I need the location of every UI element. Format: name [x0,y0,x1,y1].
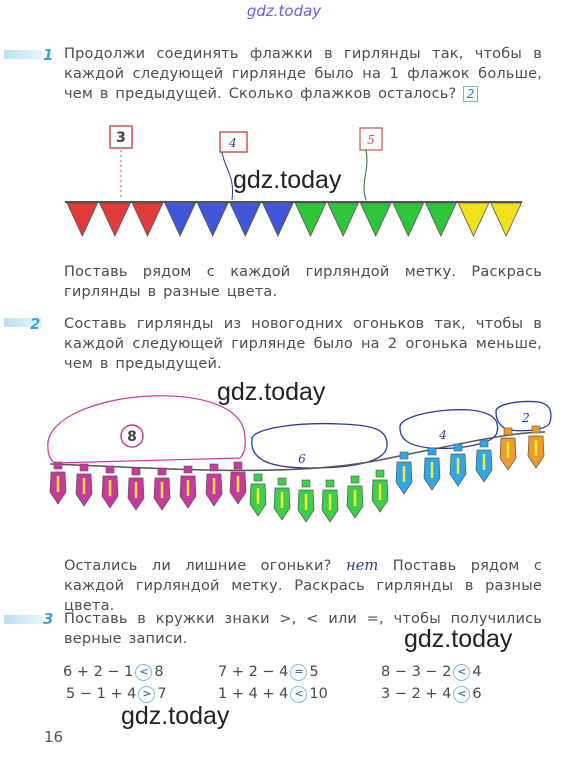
expression-left: 8 − 3 − 2 [381,664,452,680]
task1-text: Продолжи соединять флажки в гирлянды так, чтобы в каждой следующей гирлянде было на 1 флажок больше, чем в предыдущей. Сколько флажков осталось? 2 [64,46,542,102]
garland-label: 4 [229,136,237,150]
comparison-item [63,664,164,681]
flag [393,203,424,236]
watermark: gdz.today [233,166,342,194]
flag [230,203,261,236]
task-number: 2 [30,315,41,333]
flag [100,203,131,236]
light-bulb [372,470,388,512]
task2-answer: нет [345,558,379,574]
expression-left: 6 + 2 − 1 [63,664,134,680]
task-marker-bar [4,615,42,624]
flag [328,203,359,236]
task2-question-text: Остались ли лишние огоньки? нет Поставь рядом с каждой гирляндой метку. Раскрась гирлянды в разные цвета. [64,558,543,614]
expression-right: 6 [472,686,482,702]
expression-right: 4 [472,664,482,680]
light-bulb [274,478,290,520]
light-bulb [180,466,196,508]
flag [67,203,98,236]
comparison-item [66,686,167,703]
light-bulb [424,448,440,490]
garland-label: 4 [439,428,447,442]
top-watermark: gdz.today [246,2,322,20]
flag [295,203,326,236]
light-bulb [128,468,144,510]
comparison-item [381,686,482,703]
garland-label: 2 [522,411,530,425]
light-bulb [322,480,338,522]
comparison-item [218,664,319,681]
label-line [222,152,233,200]
light-bulb [154,468,170,510]
comparison-sign-circle: < [453,664,470,681]
flag [360,203,391,236]
light-bulb [250,474,266,516]
expression-right: 8 [154,664,164,680]
flag [458,203,489,236]
task2-text: Составь гирлянды из новогодних огоньков так, чтобы в каждой следующей гирлянде было на 2 огонька меньше, чем в предыдущей. [64,316,542,372]
task-number: 3 [43,610,54,628]
light-bulb [230,462,246,504]
light-bulb [396,452,412,494]
expression-left: 5 − 1 + 4 [66,686,137,702]
task1-after-text: Поставь рядом с каждой гирляндой метку. Раскрась гирлянды в разные цвета. [64,264,542,300]
lights-garland [40,388,560,528]
task3-text: Поставь в кружки знаки >, < или =, чтобы получились верные записи. [64,611,542,647]
garland-outline [48,396,245,463]
light-bulb [50,462,66,504]
expression-left: 1 + 4 + 4 [218,686,289,702]
comparison-sign-circle: < [290,686,307,703]
expression-left: 7 + 2 − 4 [218,664,289,680]
comparison-sign-circle: < [453,686,470,703]
garland-label: 6 [298,452,306,466]
page-number: 16 [44,728,64,746]
expression-right: 10 [309,686,328,702]
garland-label: 8 [127,429,137,445]
task-number: 1 [43,46,54,64]
comparison-sign-circle: = [290,664,307,681]
garland-label: 5 [367,133,375,147]
comparison-item [218,686,328,703]
flag [491,203,522,236]
garland-label: 3 [116,130,126,146]
comparison-item [381,664,482,681]
light-bulb [347,476,363,518]
watermark: gdz.today [404,625,513,653]
watermark: gdz.today [121,702,230,730]
expression-left: 3 − 2 + 4 [381,686,452,702]
comparison-sign-circle: > [138,686,155,703]
watermark: gdz.today [217,378,326,406]
flag [197,203,228,236]
flag [165,203,196,236]
comparison-sign-circle: < [135,664,152,681]
task1-answer: 2 [463,86,478,102]
light-bulb [102,466,118,508]
flag [426,203,457,236]
light-bulb [476,440,492,482]
light-bulb [298,480,314,522]
expression-right: 5 [309,664,319,680]
expression-right: 7 [157,686,167,702]
light-bulb [450,444,466,486]
light-bulb [76,464,92,506]
task-marker-bar [4,50,42,59]
garland-outline [252,424,387,468]
flag [132,203,163,236]
label-line [364,150,367,200]
flag [263,203,294,236]
